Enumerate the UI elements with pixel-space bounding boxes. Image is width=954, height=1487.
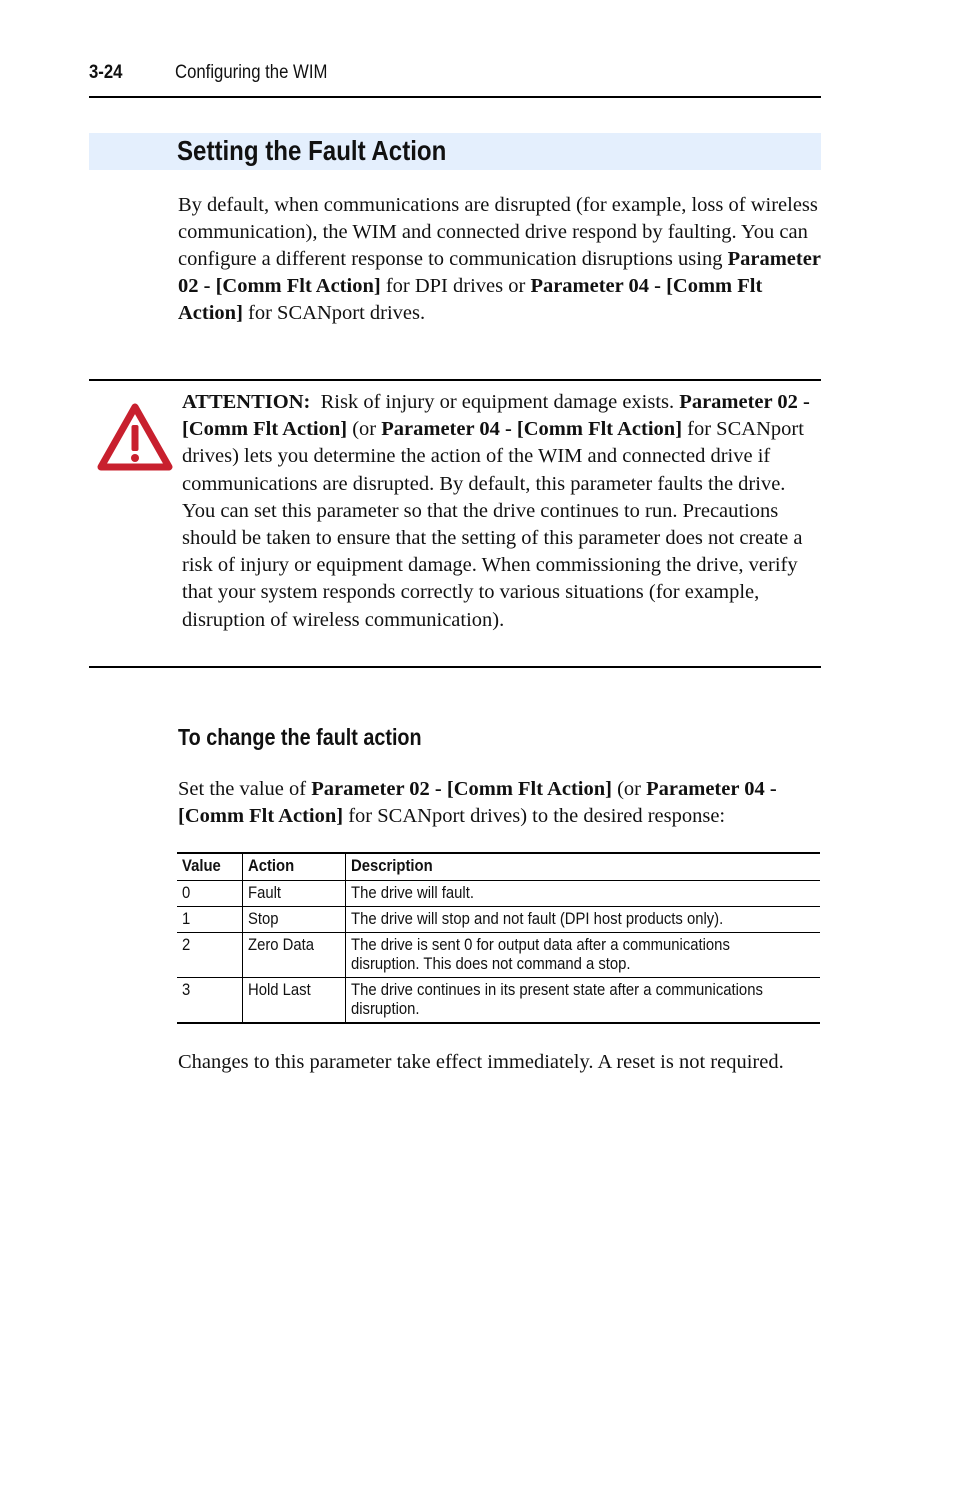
- cell-action: Fault: [243, 881, 346, 907]
- cell-description: The drive is sent 0 for output data after a communications disruption. This does not command a stop.: [346, 933, 821, 978]
- cell-value: 3: [177, 978, 243, 1024]
- cell-value: 1: [177, 907, 243, 933]
- table-row: [177, 907, 820, 933]
- table-row: [177, 881, 820, 907]
- cell-value: 2: [177, 933, 243, 978]
- cell-action: Zero Data: [243, 933, 346, 978]
- cell-action: Stop: [243, 907, 346, 933]
- cell-description: The drive will fault.: [346, 881, 821, 907]
- column-header-action: Action: [243, 853, 346, 881]
- table-row: [177, 978, 820, 1024]
- page-number: 3-24: [89, 62, 123, 83]
- section-title: Setting the Fault Action: [177, 135, 447, 166]
- column-header-value: Value: [177, 853, 243, 881]
- procedure-title: To change the fault action: [178, 724, 422, 750]
- table-header-row: [177, 853, 820, 881]
- table-row: [177, 933, 820, 978]
- warning-triangle-icon: [97, 403, 173, 471]
- attention-label: ATTENTION:: [182, 391, 311, 413]
- cell-description: The drive continues in its present state after a communications disruption.: [346, 978, 821, 1024]
- page-header: [89, 62, 821, 98]
- attention-text: ATTENTION: Risk of injury or equipment damage exists. Parameter 02 - [Comm Flt Action] (or Parameter 04 - [Comm Flt Action] for SCANport drives) lets you determine the action of the WIM and connected drive if communications are disrupted. By default, this parameter faults the drive. You can set this parameter so that the drive continues to run. Precautions should be taken to ensure that the setting of this parameter does not create a risk of injury or equipment damage. When commissioning the drive, verify that your system responds correctly to various situations (for example, disruption of wireless communication).: [182, 391, 810, 631]
- running-title: Configuring the WIM: [175, 62, 328, 83]
- cell-description: The drive will stop and not fault (DPI host products only).: [346, 907, 821, 933]
- procedure-paragraph: Set the value of Parameter 02 - [Comm Flt Action] (or Parameter 04 - [Comm Flt Action] for SCANport drives) to the desired response:: [178, 778, 777, 827]
- column-header-description: Description: [346, 853, 821, 881]
- param-04-ref: Parameter 04 - [Comm Flt Action]: [178, 275, 763, 324]
- fault-action-table: [177, 852, 820, 1024]
- intro-paragraph: By default, when communications are disrupted (for example, loss of wireless communication), the WIM and connected drive respond by faulting. You can configure a different response to communication disruptions using Parameter 02 - [Comm Flt Action] for DPI drives or Parameter 04 - [Comm Flt Action] for SCANport drives.: [178, 194, 821, 324]
- section-heading-band: [89, 133, 821, 170]
- cell-value: 0: [177, 881, 243, 907]
- cell-action: Hold Last: [243, 978, 346, 1024]
- param-02-ref: Parameter 02 - [Comm Flt Action]: [178, 248, 821, 297]
- attention-notice: [89, 379, 821, 668]
- closing-paragraph: Changes to this parameter take effect immediately. A reset is not required.: [178, 1051, 784, 1073]
